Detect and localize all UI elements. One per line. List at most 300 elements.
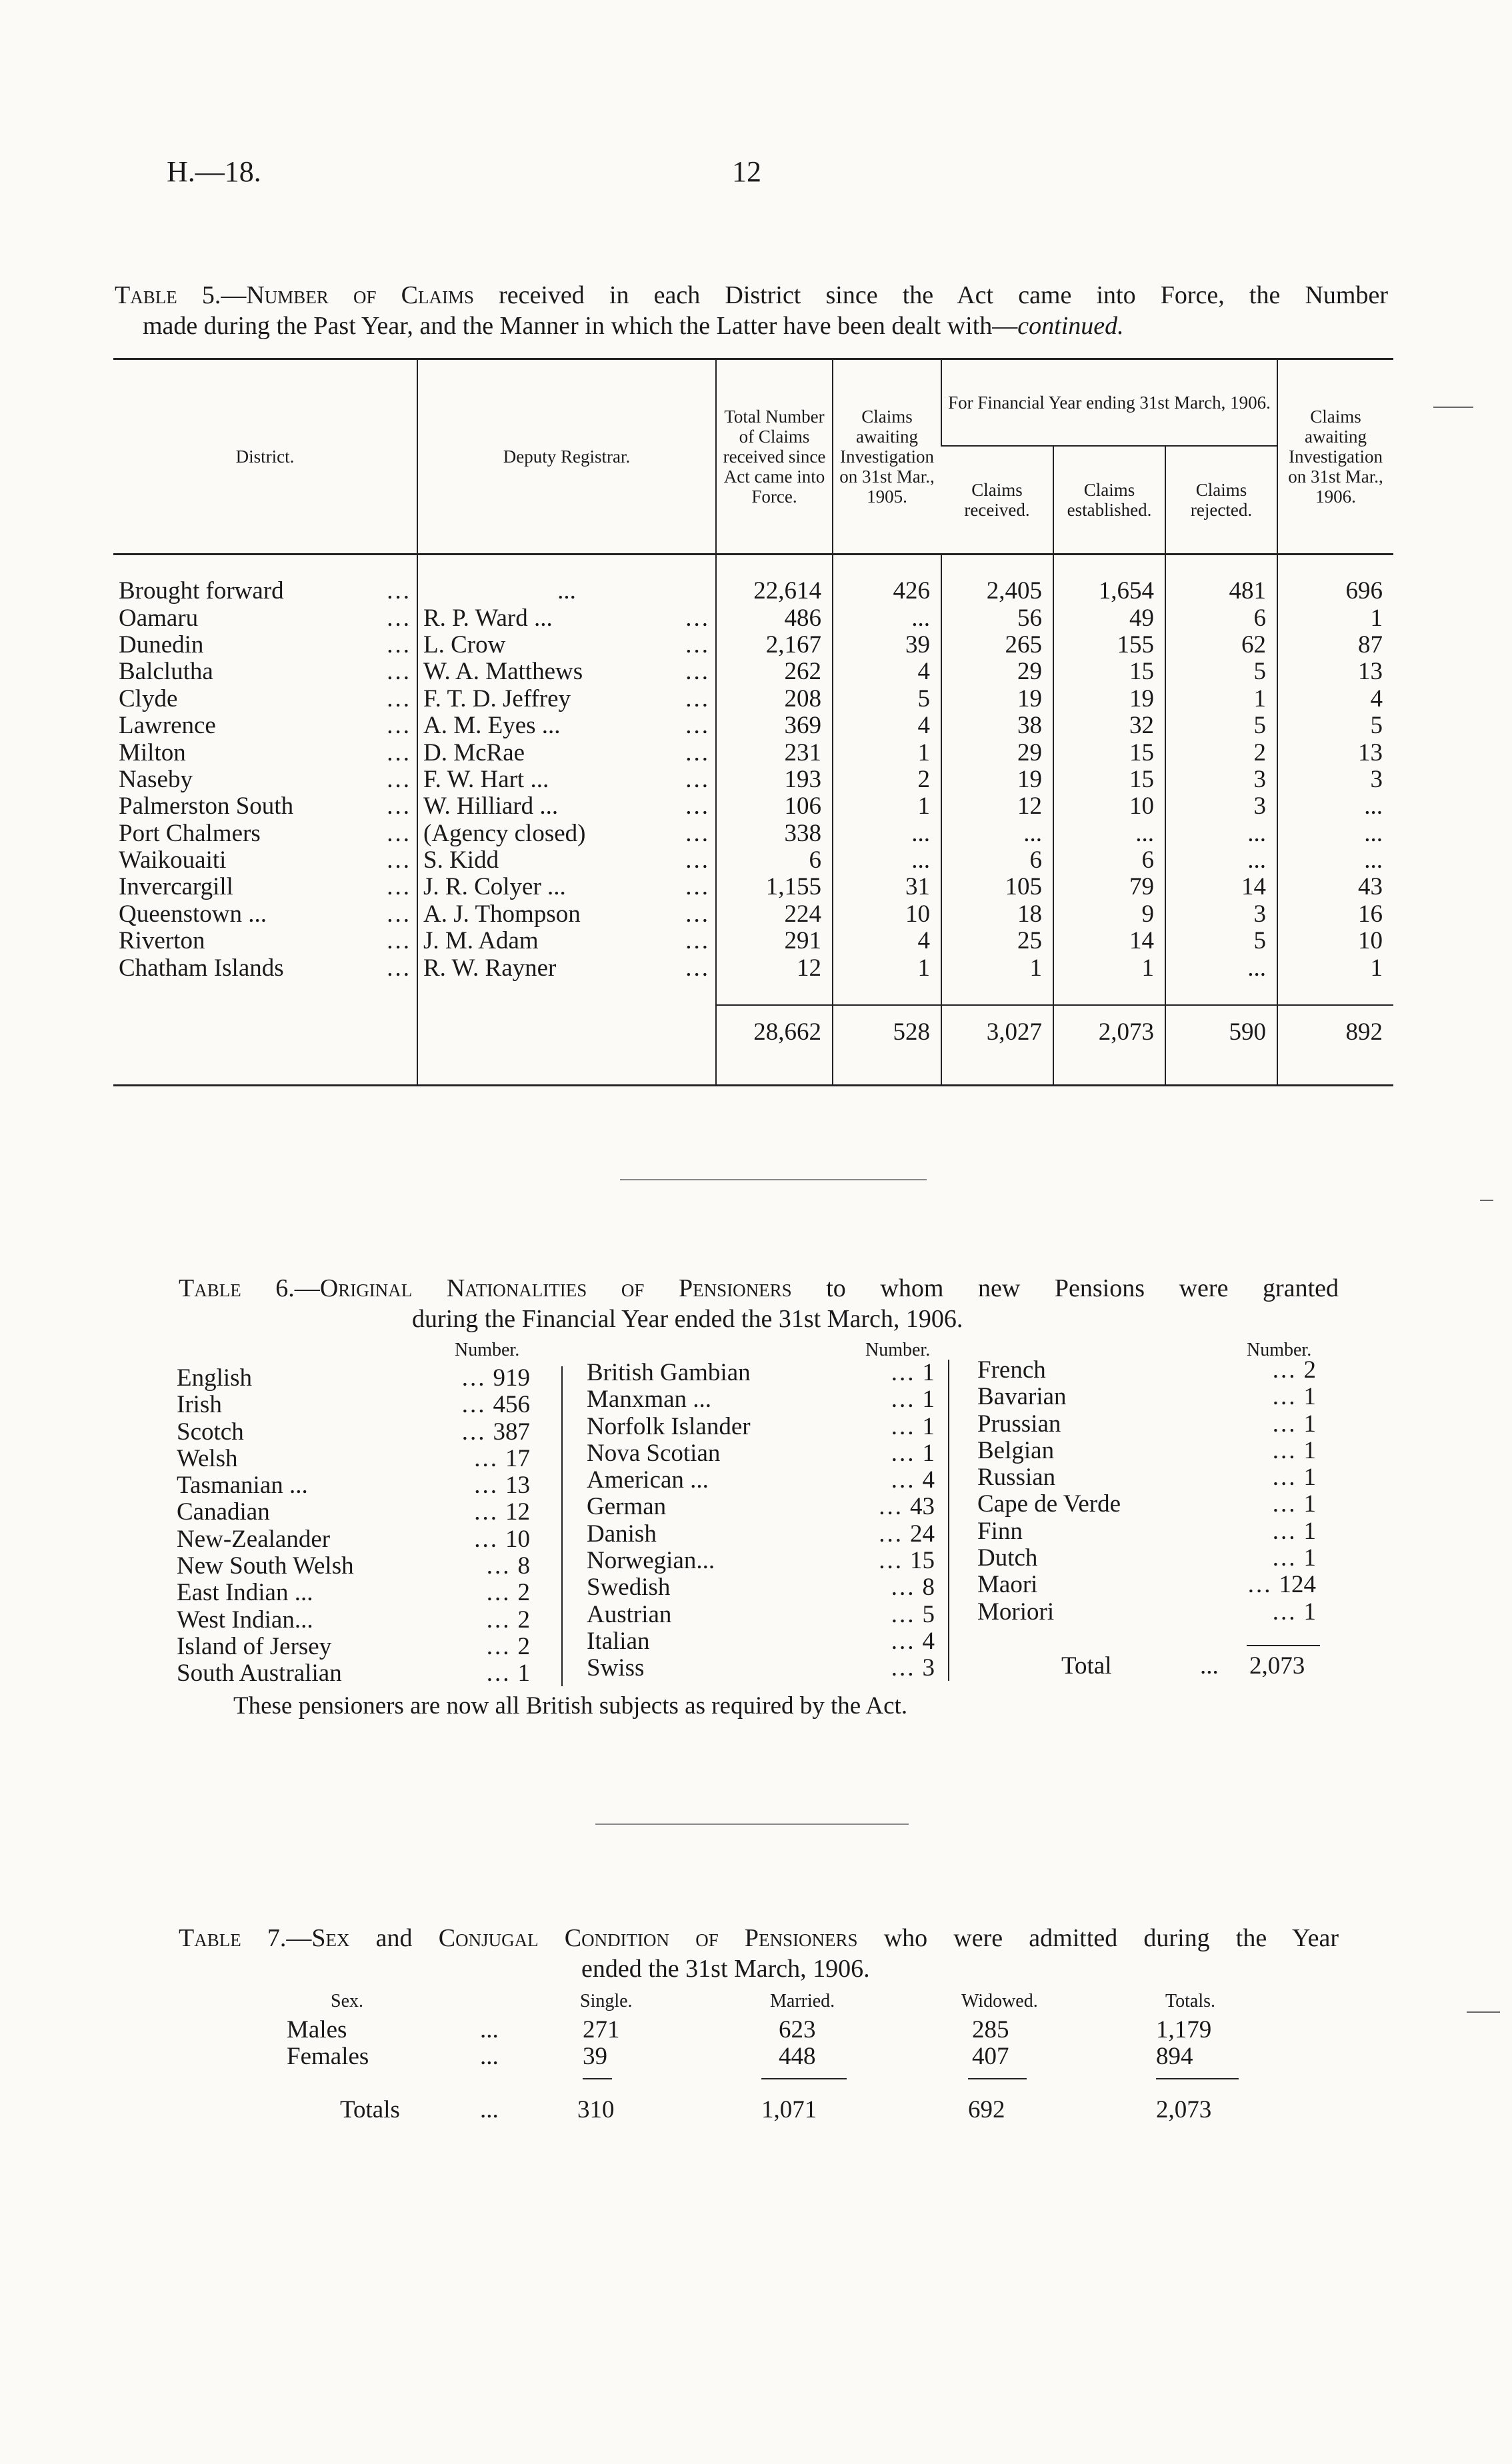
nationality-name: Norfolk Islander xyxy=(587,1412,751,1440)
leader-dots: ... xyxy=(387,631,411,658)
registrar-cell xyxy=(417,820,716,847)
list-item xyxy=(177,1472,530,1499)
nationality-count: 43 xyxy=(910,1493,935,1521)
cell-rej: 3 xyxy=(1165,901,1277,928)
leader-dots: ... xyxy=(685,820,710,847)
margin-mark xyxy=(1480,1200,1493,1201)
cell-aw05: 4 xyxy=(833,658,941,685)
table6-total-value: 2,073 xyxy=(1249,1652,1305,1680)
table-row xyxy=(113,605,1393,631)
cell-total: 262 xyxy=(716,658,833,685)
table6-title-line2: during the Financial Year ended the 31st March, 1906. xyxy=(412,1305,963,1333)
nationality-count: 124 xyxy=(1279,1571,1316,1599)
district-name: Milton xyxy=(119,739,186,766)
nationality-count: 1 xyxy=(922,1386,935,1414)
table7-rule-totals xyxy=(1156,2078,1239,2079)
leader-dots: ... xyxy=(685,685,710,712)
cell-aw05: 5 xyxy=(833,686,941,712)
leader-dots: ... xyxy=(879,1520,903,1548)
cell-aw05: ... xyxy=(833,847,941,874)
list-item xyxy=(177,1634,530,1660)
registrar-cell xyxy=(417,928,716,954)
registrar-cell xyxy=(417,954,716,981)
list-item xyxy=(587,1602,935,1628)
cell-aw06: ... xyxy=(1277,820,1393,847)
cell-rec: ... xyxy=(941,820,1053,847)
table-row xyxy=(113,847,1393,874)
district-name: Queenstown ... xyxy=(119,900,267,928)
cell-rec: 265 xyxy=(941,632,1053,658)
table5-title-prefix: Table 5.— xyxy=(115,281,247,309)
nationality-name: Danish xyxy=(587,1520,657,1548)
table6-total-dots: ... xyxy=(1200,1652,1219,1680)
table7-title-line1: who were admitted during the Year xyxy=(883,1924,1339,1952)
table7-header-married: Married. xyxy=(770,1991,835,2011)
cell-aw06: 1 xyxy=(1277,605,1393,631)
leader-dots: ... xyxy=(486,1606,511,1634)
nationality-name: South Australian xyxy=(177,1660,342,1688)
nationality-name: French xyxy=(977,1356,1046,1384)
nationality-count: 1 xyxy=(922,1359,935,1386)
list-item xyxy=(977,1438,1316,1464)
section-divider-2 xyxy=(595,1824,909,1825)
table5 xyxy=(113,358,1393,1086)
nationality-count: 2 xyxy=(517,1606,530,1634)
registrar-cell xyxy=(417,686,716,712)
table6-divider-1 xyxy=(561,1366,563,1686)
table6-column-2 xyxy=(587,1360,935,1682)
cell-rec: 12 xyxy=(941,793,1053,820)
district-cell xyxy=(113,739,417,766)
leader-dots: ... xyxy=(685,874,710,901)
table6-title-line1: to whom new Pensions were granted xyxy=(826,1274,1339,1302)
cell-est: 15 xyxy=(1053,739,1165,766)
leader-dots: ... xyxy=(387,658,411,686)
cell-rej: 481 xyxy=(1165,578,1277,605)
cell-rec: 1 xyxy=(941,954,1053,981)
district-name: Naseby xyxy=(119,766,193,793)
list-item xyxy=(977,1545,1316,1572)
district-name: Lawrence xyxy=(119,712,216,740)
header-registrar: Deputy Registrar. xyxy=(417,359,716,555)
nationality-name: New-Zealander xyxy=(177,1525,331,1553)
leader-dots: ... xyxy=(387,954,411,982)
cell-aw06: ... xyxy=(1277,847,1393,874)
table-row xyxy=(113,658,1393,685)
cell-est: 1,654 xyxy=(1053,578,1165,605)
nationality-count: 387 xyxy=(493,1418,530,1446)
table-row xyxy=(113,793,1393,820)
leader-dots: ... xyxy=(879,1493,903,1521)
list-item xyxy=(977,1572,1316,1598)
table5-title-line1: received in each District since the Act came into Force, the Number xyxy=(499,281,1389,309)
leader-dots: ... xyxy=(474,1444,499,1472)
cell-aw05: 1 xyxy=(833,793,941,820)
district-cell xyxy=(113,632,417,658)
nationality-count: 1 xyxy=(922,1439,935,1467)
leader-dots: ... xyxy=(685,631,710,658)
header-awaiting-1905: Claims awaiting Investigation on 31st Mar., 1905. xyxy=(833,359,941,555)
cell-rec: 2,405 xyxy=(941,578,1053,605)
leader-dots: ... xyxy=(891,1439,916,1467)
district-cell xyxy=(113,820,417,847)
cell-est: 32 xyxy=(1053,712,1165,739)
cell-aw06: ... xyxy=(1277,793,1393,820)
list-item xyxy=(587,1521,935,1548)
registrar-name: W. A. Matthews xyxy=(423,658,583,686)
leader-dots: ... xyxy=(1272,1383,1297,1411)
nationality-name: German xyxy=(587,1493,667,1521)
cell-aw05: 2 xyxy=(833,766,941,793)
leader-dots: ... xyxy=(685,605,710,632)
leader-dots: ... xyxy=(891,1412,916,1440)
nationality-count: 1 xyxy=(1303,1383,1316,1411)
district-cell xyxy=(113,954,417,981)
leader-dots: ... xyxy=(685,793,710,820)
leader-dots: ... xyxy=(891,1466,916,1494)
list-item xyxy=(177,1365,530,1392)
leader-dots: ... xyxy=(685,954,710,982)
list-item xyxy=(177,1392,530,1418)
list-item xyxy=(177,1660,530,1687)
registrar-name: A. M. Eyes ... xyxy=(423,712,561,740)
list-item xyxy=(177,1607,530,1634)
nationality-count: 919 xyxy=(493,1364,530,1392)
cell-aw06: 5 xyxy=(1277,712,1393,739)
leader-dots: ... xyxy=(387,712,411,740)
table-row xyxy=(113,874,1393,900)
table7-header-widowed: Widowed. xyxy=(961,1991,1038,2011)
cell-aw06: 4 xyxy=(1277,686,1393,712)
section-divider xyxy=(620,1179,927,1180)
leader-dots: ... xyxy=(480,2043,499,2070)
cell-rej: 1 xyxy=(1165,686,1277,712)
table6-col1-header: Number. xyxy=(455,1340,520,1360)
leader-dots: ... xyxy=(891,1359,916,1386)
cell-rej: ... xyxy=(1165,820,1277,847)
list-item xyxy=(587,1548,935,1574)
cell-rej: 6 xyxy=(1165,605,1277,631)
nationality-count: 4 xyxy=(922,1627,935,1655)
leader-dots: ... xyxy=(387,685,411,712)
district-name: Brought forward xyxy=(119,578,284,605)
cell-est: 15 xyxy=(1053,766,1165,793)
nationality-name: Irish xyxy=(177,1391,222,1419)
nationality-name: Tasmanian ... xyxy=(177,1472,308,1500)
leader-dots: ... xyxy=(387,820,411,847)
leader-dots: ... xyxy=(1272,1356,1297,1384)
registrar-cell xyxy=(417,766,716,793)
nationality-name: Manxman ... xyxy=(587,1386,712,1414)
leader-dots: ... xyxy=(685,739,710,766)
nationality-name: Moriori xyxy=(977,1598,1055,1626)
cell-total: 231 xyxy=(716,739,833,766)
table-row xyxy=(113,632,1393,658)
total-total: 28,662 xyxy=(716,1005,833,1059)
table-row xyxy=(113,712,1393,739)
nationality-name: Scotch xyxy=(177,1418,244,1446)
list-item xyxy=(587,1386,935,1413)
cell-rec: 6 xyxy=(941,847,1053,874)
registrar-name: ... xyxy=(557,578,576,605)
list-item xyxy=(977,1518,1316,1545)
nationality-name: British Gambian xyxy=(587,1359,751,1386)
list-item xyxy=(587,1414,935,1440)
registrar-cell xyxy=(417,874,716,900)
registrar-name: S. Kidd xyxy=(423,846,499,874)
district-cell xyxy=(113,874,417,900)
list-item xyxy=(977,1599,1316,1626)
cell-rej: ... xyxy=(1165,847,1277,874)
cell-aw06: 696 xyxy=(1277,578,1393,605)
cell-single: 39 xyxy=(583,2043,607,2070)
leader-dots: ... xyxy=(480,2016,499,2043)
table6-note: These pensioners are now all British subjects as required by the Act. xyxy=(233,1692,908,1720)
list-item xyxy=(177,1526,530,1553)
total-aw05: 528 xyxy=(833,1005,941,1059)
table6-divider-2 xyxy=(948,1360,949,1681)
total-est: 2,073 xyxy=(1053,1005,1165,1059)
nationality-count: 1 xyxy=(1303,1464,1316,1492)
nationality-name: Prussian xyxy=(977,1410,1061,1438)
nationality-name: American ... xyxy=(587,1466,709,1494)
cell-est: 6 xyxy=(1053,847,1165,874)
cell-rec: 56 xyxy=(941,605,1053,631)
leader-dots: ... xyxy=(461,1418,487,1446)
registrar-name: (Agency closed) xyxy=(423,820,586,847)
cell-rec: 29 xyxy=(941,739,1053,766)
table7-title-and: and xyxy=(375,1924,413,1952)
cell-aw05: ... xyxy=(833,605,941,631)
leader-dots: ... xyxy=(1272,1598,1297,1626)
table-row xyxy=(113,766,1393,793)
nationality-count: 24 xyxy=(910,1520,935,1548)
cell-aw05: 4 xyxy=(833,712,941,739)
total-rej: 590 xyxy=(1165,1005,1277,1059)
table7-header-sex: Sex. xyxy=(331,1991,363,2011)
header-financial-year: For Financial Year ending 31st March, 1906. xyxy=(941,359,1277,446)
nationality-name: Welsh xyxy=(177,1444,238,1472)
list-item xyxy=(587,1655,935,1682)
leader-dots: ... xyxy=(685,766,710,793)
page-number: 12 xyxy=(732,155,761,188)
leader-dots: ... xyxy=(387,900,411,928)
header-established: Claims established. xyxy=(1053,446,1165,555)
registrar-name: R. P. Ward ... xyxy=(423,605,553,632)
table-row xyxy=(113,901,1393,928)
header-rejected: Claims rejected. xyxy=(1165,446,1277,555)
cell-widowed: 407 xyxy=(972,2043,1009,2070)
cell-rej: 5 xyxy=(1165,658,1277,685)
table5-title-continued: continued. xyxy=(1017,312,1124,340)
nationality-name: Swiss xyxy=(587,1654,645,1682)
table7-header-totals: Totals. xyxy=(1165,1991,1216,2011)
cell-total: 208 xyxy=(716,686,833,712)
registrar-name: J. M. Adam xyxy=(423,928,539,955)
district-name: Invercargill xyxy=(119,874,233,901)
leader-dots: ... xyxy=(685,928,710,955)
nationality-count: 3 xyxy=(922,1654,935,1682)
cell-est: 10 xyxy=(1053,793,1165,820)
leader-dots: ... xyxy=(891,1627,916,1655)
leader-dots: ... xyxy=(474,1472,499,1500)
table5-title-line2: made during the Past Year, and the Manner in which the Latter have been dealt with— xyxy=(143,312,1018,340)
district-cell xyxy=(113,901,417,928)
cell-est: ... xyxy=(1053,820,1165,847)
nationality-count: 1 xyxy=(1303,1436,1316,1464)
leader-dots: ... xyxy=(891,1574,916,1602)
leader-dots: ... xyxy=(387,739,411,766)
cell-aw05: 426 xyxy=(833,578,941,605)
nationality-name: Finn xyxy=(977,1517,1023,1545)
cell-total: 338 xyxy=(716,820,833,847)
district-name: Waikouaiti xyxy=(119,846,227,874)
header-awaiting-1906: Claims awaiting Investigation on 31st Mar., 1906. xyxy=(1277,359,1393,555)
leader-dots: ... xyxy=(685,900,710,928)
cell-aw06: 13 xyxy=(1277,739,1393,766)
district-cell xyxy=(113,793,417,820)
table6-total-rule xyxy=(1247,1645,1320,1646)
header-received: Claims received. xyxy=(964,479,1030,520)
table-row xyxy=(113,686,1393,712)
registrar-name: J. R. Colyer ... xyxy=(423,874,566,901)
list-item xyxy=(977,1491,1316,1518)
page-reference: H.—18. xyxy=(167,155,261,188)
margin-mark xyxy=(1467,2011,1500,2013)
nationality-name: Dutch xyxy=(977,1544,1038,1572)
cell-est: 15 xyxy=(1053,658,1165,685)
cell-total: 6 xyxy=(716,847,833,874)
cell-rec: 105 xyxy=(941,874,1053,900)
table6-title-prefix: Table 6.— xyxy=(179,1274,320,1302)
list-item xyxy=(587,1467,935,1494)
row-label: Females xyxy=(287,2043,369,2070)
nationality-count: 4 xyxy=(922,1466,935,1494)
leader-dots: ... xyxy=(685,846,710,874)
total-rec: 3,027 xyxy=(941,1005,1053,1059)
nationality-count: 456 xyxy=(493,1391,530,1419)
nationality-count: 8 xyxy=(517,1552,530,1580)
table7-title-sex: Sex xyxy=(311,1924,350,1952)
table7-rule-single xyxy=(583,2078,612,2079)
leader-dots: ... xyxy=(387,846,411,874)
cell-total: 369 xyxy=(716,712,833,739)
cell-rec: 18 xyxy=(941,901,1053,928)
district-name: Palmerston South xyxy=(119,793,294,820)
list-item xyxy=(587,1360,935,1386)
leader-dots: ... xyxy=(1272,1517,1297,1545)
leader-dots: ... xyxy=(387,605,411,632)
cell-aw06: 10 xyxy=(1277,928,1393,954)
registrar-cell xyxy=(417,712,716,739)
nationality-name: Maori xyxy=(977,1571,1038,1599)
row-label: Males xyxy=(287,2016,347,2043)
cell-est: 155 xyxy=(1053,632,1165,658)
nationality-name: East Indian ... xyxy=(177,1579,313,1607)
table7-totals-widowed: 692 xyxy=(968,2096,1005,2123)
totals-row xyxy=(113,1005,1393,1059)
cell-total: 224 xyxy=(716,901,833,928)
district-name: Balclutha xyxy=(119,658,213,686)
registrar-cell xyxy=(417,901,716,928)
list-item xyxy=(177,1553,530,1580)
cell-married: 623 xyxy=(779,2016,816,2043)
cell-widowed: 285 xyxy=(972,2016,1009,2043)
cell-est: 19 xyxy=(1053,686,1165,712)
leader-dots: ... xyxy=(486,1660,511,1688)
leader-dots: ... xyxy=(685,712,710,740)
registrar-cell xyxy=(417,739,716,766)
cell-aw05: 1 xyxy=(833,954,941,981)
table7-rule-married xyxy=(761,2078,847,2079)
nationality-count: 8 xyxy=(922,1574,935,1602)
nationality-count: 2 xyxy=(517,1632,530,1660)
nationality-count: 13 xyxy=(505,1472,530,1500)
nationality-name: Bavarian xyxy=(977,1383,1067,1411)
leader-dots: ... xyxy=(891,1386,916,1414)
nationality-count: 1 xyxy=(922,1412,935,1440)
nationality-name: Canadian xyxy=(177,1498,270,1526)
cell-aw05: ... xyxy=(833,820,941,847)
nationality-count: 1 xyxy=(1303,1517,1316,1545)
nationality-name: Nova Scotian xyxy=(587,1439,721,1467)
registrar-name: W. Hilliard ... xyxy=(423,793,559,820)
leader-dots: ... xyxy=(1272,1464,1297,1492)
nationality-count: 5 xyxy=(922,1600,935,1628)
cell-aw06: 87 xyxy=(1277,632,1393,658)
cell-est: 49 xyxy=(1053,605,1165,631)
leader-dots: ... xyxy=(1272,1490,1297,1518)
registrar-name: F. T. D. Jeffrey xyxy=(423,685,571,712)
list-item xyxy=(587,1628,935,1655)
table-row xyxy=(113,739,1393,766)
cell-total: 12 xyxy=(716,954,833,981)
cell-total: 291 xyxy=(716,928,833,954)
total-aw06: 892 xyxy=(1277,1005,1393,1059)
district-name: Clyde xyxy=(119,685,178,712)
list-item xyxy=(977,1384,1316,1410)
district-cell xyxy=(113,578,417,605)
cell-aw05: 39 xyxy=(833,632,941,658)
nationality-count: 1 xyxy=(1303,1598,1316,1626)
cell-aw05: 31 xyxy=(833,874,941,900)
nationality-name: Austrian xyxy=(587,1600,672,1628)
table7-totals-single: 310 xyxy=(577,2096,615,2123)
nationality-count: 17 xyxy=(505,1444,530,1472)
leader-dots: ... xyxy=(461,1391,487,1419)
cell-est: 9 xyxy=(1053,901,1165,928)
registrar-name: A. J. Thompson xyxy=(423,900,581,928)
nationality-count: 1 xyxy=(1303,1544,1316,1572)
cell-rec: 38 xyxy=(941,712,1053,739)
district-name: Port Chalmers xyxy=(119,820,261,847)
list-item xyxy=(587,1494,935,1520)
registrar-cell xyxy=(417,847,716,874)
table7-totals-married: 1,071 xyxy=(761,2096,817,2123)
list-item xyxy=(177,1446,530,1472)
district-name: Oamaru xyxy=(119,605,199,632)
table6-title xyxy=(179,1273,1339,1334)
leader-dots: ... xyxy=(1272,1544,1297,1572)
nationality-count: 10 xyxy=(505,1525,530,1553)
table6-col3-header: Number. xyxy=(1247,1340,1312,1360)
cell-rej: 5 xyxy=(1165,712,1277,739)
district-name: Riverton xyxy=(119,928,205,955)
table6-col2-header: Number. xyxy=(865,1340,931,1360)
header-total: Total Number of Claims received since Act came into Force. xyxy=(716,359,833,555)
leader-dots: ... xyxy=(1247,1571,1273,1599)
cell-rec: 29 xyxy=(941,658,1053,685)
